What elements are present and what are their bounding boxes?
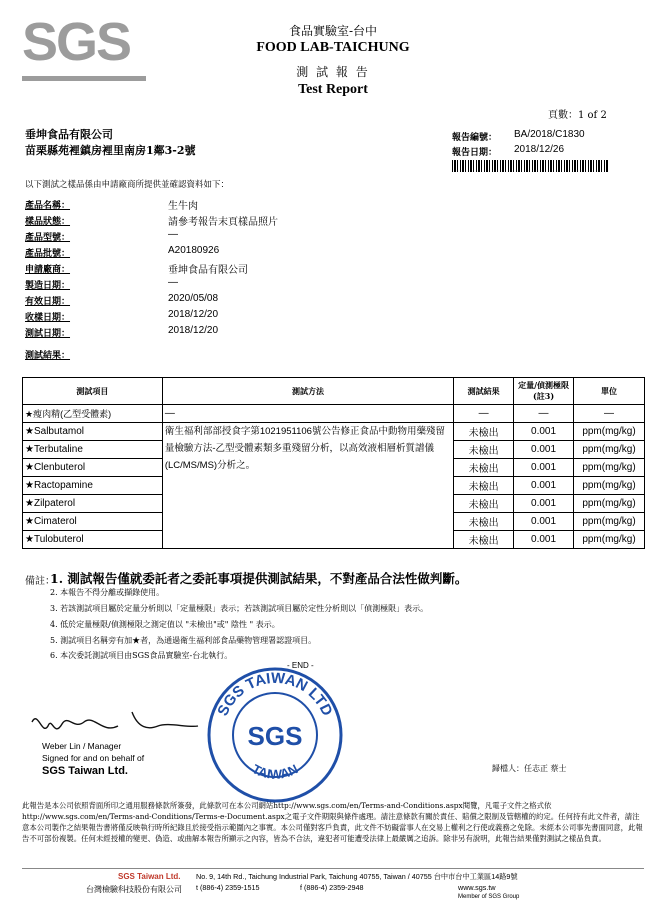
field-value: A20180926 xyxy=(168,245,220,256)
stamp-top-text: SGS TAIWAN LTD xyxy=(214,669,336,719)
footer-company-en: SGS Taiwan Ltd. xyxy=(118,872,181,881)
result-cell: 未檢出 xyxy=(454,531,514,549)
item-cell: ★Cimaterol xyxy=(23,513,163,531)
handwritten-signature xyxy=(28,700,203,745)
field-label: 測試日期： xyxy=(25,329,71,339)
signer-company: SGS Taiwan Ltd. xyxy=(42,765,128,777)
limit-cell: 0.001 xyxy=(514,459,574,477)
report-no-value: BA/2018/C1830 xyxy=(514,129,585,140)
header-method: 測試方法 xyxy=(162,378,453,405)
signer-name: Weber Lin / Manager xyxy=(42,741,122,751)
unit-cell: ppm(mg/kg) xyxy=(574,459,645,477)
unit-cell: ppm(mg/kg) xyxy=(574,513,645,531)
title-en: Test Report xyxy=(298,82,368,97)
field-value: 請參考報告末頁樣品照片 xyxy=(168,217,278,228)
lab-name-en: FOOD LAB-TAICHUNG xyxy=(256,40,410,55)
field-label: 製造日期： xyxy=(25,281,71,291)
footer-member: Member of SGS Group xyxy=(458,894,520,900)
limit-cell: 0.001 xyxy=(514,513,574,531)
note-1: 1. 測試報告僅就委託者之委託事項提供測試結果，不對產品合法性做判斷。 xyxy=(50,571,468,586)
table-header-row xyxy=(23,378,645,405)
limit-cell: 0.001 xyxy=(514,477,574,495)
signed-on-behalf: Signed for and on behalf of xyxy=(42,753,145,763)
barcode xyxy=(452,160,608,172)
recorder-text: 歸檔人：任志正 蔡士 xyxy=(492,764,567,773)
header-result: 測試結果 xyxy=(454,378,514,405)
field-label: 產品名稱： xyxy=(25,201,71,211)
report-date-label: 報告日期： xyxy=(452,148,498,158)
footer-phone: t (886-4) 2359-1515 xyxy=(196,883,260,892)
note-4: 4. 低於定量極限/偵測極限之測定值以 "未檢出"或" 陰性 " 表示。 xyxy=(50,620,280,629)
table-row xyxy=(23,405,645,423)
field-value: — xyxy=(168,229,178,240)
note-2: 2. 本報告不得分離或擷錄使用。 xyxy=(50,588,165,597)
result-cell: 未檢出 xyxy=(454,441,514,459)
footer-fax: f (886-4) 2359-2948 xyxy=(300,883,364,892)
client-name: 垂坤食品有限公司 xyxy=(25,128,113,141)
field-label: 有效日期： xyxy=(25,297,71,307)
sgs-seal-stamp xyxy=(205,665,345,805)
page-number: 頁數：1 of 2 xyxy=(548,110,607,121)
item-cell: ★Zilpaterol xyxy=(23,495,163,513)
header-unit: 單位 xyxy=(574,378,645,405)
field-label: 收樣日期： xyxy=(25,313,71,323)
item-cell: ★Ractopamine xyxy=(23,477,163,495)
field-label: 產品型號： xyxy=(25,233,71,243)
disclaimer-text: 此報告是本公司依照背面所印之通用服務條款所簽發，此條款可在本公司網站http://www.sgs.com/en/Terms-and-Conditions.aspx閱覽，凡電子文件之格式依http://www.sgs.com/en/Terms-and-Conditions/Terms-e-Document.aspx之電子文件期限與條件處理。請注意條款有關於責任、賠償之限制及管轄權的約定。任何持有此文件者，請注意本公司製作之結果報告書將僅反映執行時所紀錄且於接受指示範圍內之事實。本公司僅對客戶負責，此文件不妨礙當事人在交易上權利之行使或義務之免除。未經本公司事先書面同意，此報告不可部份複製。任何未經授權的變更、偽造、或曲解本報告所顯示之內容，皆為不合法，違犯者可能遭受法律上最嚴厲之追訴。除非另有說明，此報告結果僅對測試之樣品負責。 xyxy=(22,801,643,843)
limit-cell: 0.001 xyxy=(514,441,574,459)
header-limit: 定量/偵測極限(註3) xyxy=(514,378,574,405)
item-cell: ★Tulobuterol xyxy=(23,531,163,549)
limit-cell: 0.001 xyxy=(514,495,574,513)
limit-cell: 0.001 xyxy=(514,423,574,441)
intro-text: 以下測試之樣品係由申請廠商所提供並確認資料如下： xyxy=(25,180,230,190)
field-value: 2020/05/08 xyxy=(168,293,219,304)
method-cell: 衛生福利部部授食字第1021951106號公告修正食品中動物用藥殘留量檢驗方法-乙型受體素類多重殘留分析，以高效液相層析質譜儀(LC/MS/MS)分析之。 xyxy=(162,423,453,549)
footer-company-zh: 台灣檢驗科技股份有限公司 xyxy=(86,885,182,894)
field-value: 2018/12/20 xyxy=(168,325,219,336)
limit-cell: 0.001 xyxy=(514,531,574,549)
unit-cell: — xyxy=(574,405,645,423)
unit-cell: ppm(mg/kg) xyxy=(574,477,645,495)
result-cell: 未檢出 xyxy=(454,495,514,513)
title-zh: 測 試 報 告 xyxy=(296,65,370,79)
note-3: 3. 若該測試項目屬於定量分析則以「定量極限」表示；若該測試項目屬於定性分析則以「偵測極限」表示。 xyxy=(50,604,429,613)
field-value: 生牛肉 xyxy=(168,201,198,212)
report-date-value: 2018/12/26 xyxy=(514,144,565,155)
svg-text:TAIWAN xyxy=(250,761,301,782)
result-cell: 未檢出 xyxy=(454,477,514,495)
footer-address: No. 9, 14th Rd., Taichung Industrial Park, Taichung 40755, Taiwan / 40755 台中市台中工業區14路9號 xyxy=(196,872,518,881)
unit-cell: ppm(mg/kg) xyxy=(574,423,645,441)
field-label: 產品批號： xyxy=(25,249,71,259)
note-5: 5. 測試項目名稱旁有加★者，為通過衛生福利部食品藥物管理署認證項目。 xyxy=(50,636,317,645)
item-cell: ★Salbutamol xyxy=(23,423,163,441)
field-value: — xyxy=(168,277,178,288)
result-cell: 未檢出 xyxy=(454,459,514,477)
footer-web: www.sgs.tw xyxy=(458,883,496,892)
header-item: 測試項目 xyxy=(23,378,163,405)
stamp-center-text: SGS xyxy=(247,721,303,751)
item-cell: ★瘦肉精(乙型受體素) xyxy=(23,405,163,423)
footer-divider xyxy=(22,868,644,869)
field-label: 申請廠商： xyxy=(25,265,71,275)
lab-name-zh: 食品實驗室-台中 xyxy=(288,24,378,38)
table-row xyxy=(23,423,645,441)
field-label: 樣品狀態： xyxy=(25,217,71,227)
svg-text:SGS TAIWAN LTD xyxy=(214,670,335,719)
unit-cell: ppm(mg/kg) xyxy=(574,495,645,513)
field-value: 2018/12/20 xyxy=(168,309,219,320)
results-table xyxy=(22,377,645,549)
result-cell: 未檢出 xyxy=(454,513,514,531)
stamp-bottom-text: TAIWAN xyxy=(249,761,301,782)
notes-label: 備註： xyxy=(25,576,55,587)
sgs-logo-text: SGS xyxy=(22,12,131,72)
field-value: 垂坤食品有限公司 xyxy=(168,265,248,276)
method-cell: — xyxy=(162,405,453,423)
item-cell: ★Clenbuterol xyxy=(23,459,163,477)
results-label: 測試結果： xyxy=(25,351,71,361)
end-mark: - END - xyxy=(287,661,314,670)
item-cell: ★Terbutaline xyxy=(23,441,163,459)
client-address: 苗栗縣苑裡鎮房裡里南房1鄰3-2號 xyxy=(25,144,196,157)
report-no-label: 報告編號： xyxy=(452,133,498,143)
note-6: 6. 本次委託測試項目由SGS食品實驗室-台北執行。 xyxy=(50,651,233,660)
limit-cell: — xyxy=(514,405,574,423)
unit-cell: ppm(mg/kg) xyxy=(574,441,645,459)
result-cell: — xyxy=(454,405,514,423)
result-cell: 未檢出 xyxy=(454,423,514,441)
unit-cell: ppm(mg/kg) xyxy=(574,531,645,549)
